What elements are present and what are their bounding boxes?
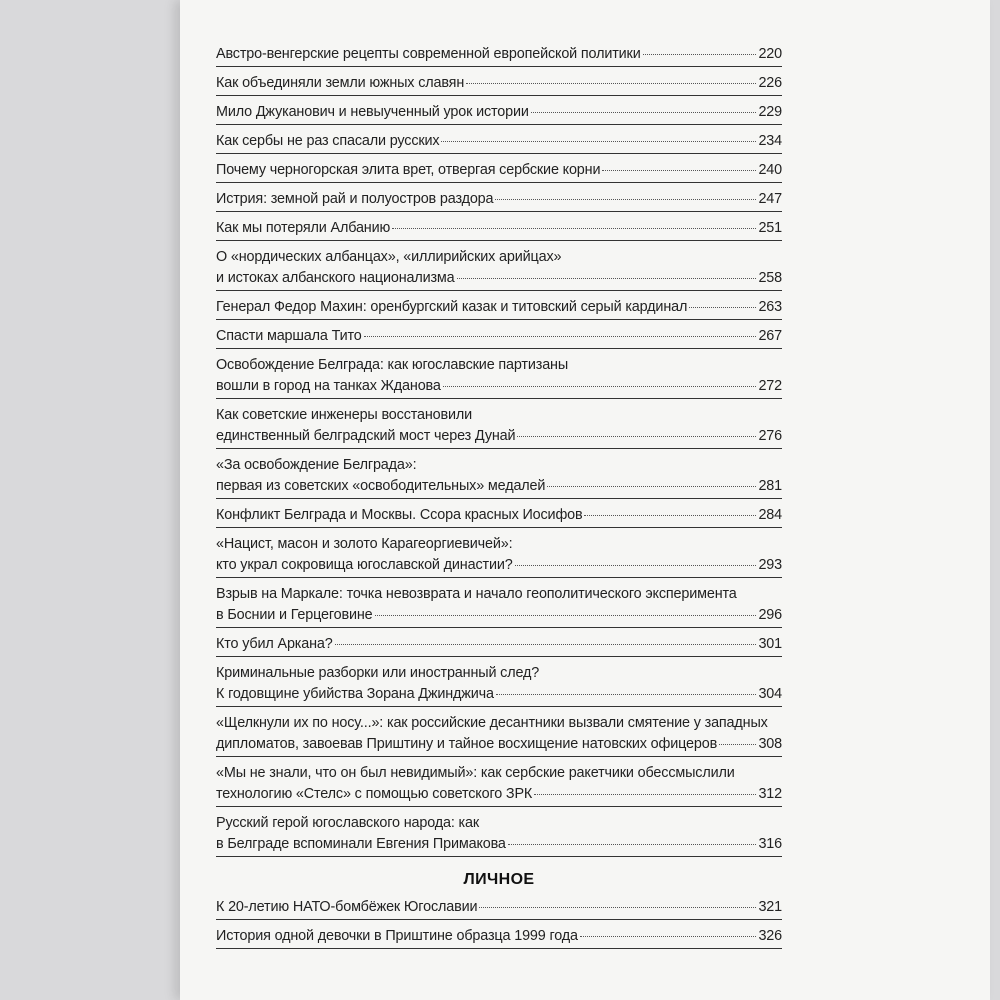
dot-leader: [689, 306, 756, 308]
toc-entry-title: Австро-венгерские рецепты современной европейской политики: [216, 46, 641, 62]
dot-leader: [392, 227, 756, 229]
dot-leader: [457, 277, 757, 279]
toc-entry-line: [216, 534, 782, 555]
toc-entry-title: «Мы не знали, что он был невидимый»: как сербские ракетчики обессмыслили: [216, 765, 735, 781]
toc-entry-line: [216, 555, 782, 576]
toc-entry: [216, 713, 782, 757]
toc-entry-title: Конфликт Белграда и Москвы. Ссора красных Иосифов: [216, 507, 583, 523]
entry-underline: [216, 756, 782, 757]
page-number: 251: [758, 220, 782, 236]
dot-leader: [602, 169, 756, 171]
dot-leader: [479, 906, 756, 908]
toc-entry-line: [216, 834, 782, 855]
toc-entry-line: [216, 102, 782, 123]
page-number: 304: [758, 686, 782, 702]
page-number: 321: [758, 899, 782, 915]
dot-leader: [580, 935, 757, 937]
toc-entry-title: Спасти маршала Тито: [216, 328, 362, 344]
page-number: 308: [758, 736, 782, 752]
toc-entry-title: вошли в город на танках Жданова: [216, 378, 441, 394]
dot-leader: [466, 82, 756, 84]
page-number: 312: [758, 786, 782, 802]
toc-entry-line: [216, 605, 782, 626]
page-number: 229: [758, 104, 782, 120]
toc-entry-line: [216, 505, 782, 526]
toc-entry-title: Мило Джуканович и невыученный урок истории: [216, 104, 529, 120]
dot-leader: [375, 614, 757, 616]
dot-leader: [495, 198, 756, 200]
toc-entry-line: [216, 405, 782, 426]
page-number: 272: [758, 378, 782, 394]
toc-entry-line: [216, 297, 782, 318]
entry-underline: [216, 706, 782, 707]
toc-entry-line: [216, 926, 782, 947]
toc-entry: [216, 534, 782, 578]
toc-entry-line: [216, 131, 782, 152]
dot-leader: [531, 111, 757, 113]
toc-entry-line: [216, 663, 782, 684]
dot-leader: [443, 385, 757, 387]
page-number: 258: [758, 270, 782, 286]
dot-leader: [335, 643, 757, 645]
toc-entry-title: «За освобождение Белграда»:: [216, 457, 417, 473]
toc-entry-title: Криминальные разборки или иностранный след?: [216, 665, 540, 681]
toc-entry-title: Освобождение Белграда: как югославские партизаны: [216, 357, 569, 373]
toc-entry-line: [216, 813, 782, 834]
toc-entry-title: Взрыв на Маркале: точка невозврата и начало геополитического эксперимента: [216, 586, 737, 602]
toc-entry-line: [216, 684, 782, 705]
toc-entry: [216, 189, 782, 212]
toc-entry: [216, 505, 782, 528]
page-number: 263: [758, 299, 782, 315]
entry-underline: [216, 95, 782, 96]
toc-entry-title: Как мы потеряли Албанию: [216, 220, 391, 236]
toc-entry-line: [216, 763, 782, 784]
page-number: 293: [758, 557, 782, 573]
toc-entry-line: [216, 584, 782, 605]
toc-entry: [216, 326, 782, 349]
toc-entry: [216, 813, 782, 857]
toc-entry-line: [216, 784, 782, 805]
toc-list-personal: [216, 897, 782, 949]
toc-entry-title: единственный белградский мост через Дунай: [216, 428, 516, 444]
entry-underline: [216, 398, 782, 399]
toc-entry-title: технологию «Стелс» с помощью советского ЗРК: [216, 786, 533, 802]
dot-leader: [517, 435, 756, 437]
toc-list-main: [216, 44, 782, 857]
entry-underline: [216, 211, 782, 212]
toc-entry-title: О «нордических албанцах», «иллирийских арийцах»: [216, 249, 562, 265]
entry-underline: [216, 806, 782, 807]
page-number: 226: [758, 75, 782, 91]
toc-entry-line: [216, 189, 782, 210]
toc-entry-title: Русский герой югославского народа: как: [216, 815, 480, 831]
toc-entry-line: [216, 44, 782, 65]
entry-underline: [216, 919, 782, 920]
entry-underline: [216, 290, 782, 291]
toc-entry-line: [216, 734, 782, 755]
toc-entry: [216, 160, 782, 183]
entry-underline: [216, 348, 782, 349]
toc-entry-line: [216, 160, 782, 181]
table-of-contents: [216, 44, 782, 955]
entry-underline: [216, 948, 782, 949]
page-number: 281: [758, 478, 782, 494]
entry-underline: [216, 527, 782, 528]
toc-entry-line: [216, 376, 782, 397]
toc-entry: [216, 584, 782, 628]
entry-underline: [216, 627, 782, 628]
dot-leader: [719, 743, 756, 745]
entry-underline: [216, 153, 782, 154]
toc-entry: [216, 455, 782, 499]
page-number: 220: [758, 46, 782, 62]
toc-entry-line: [216, 634, 782, 655]
dot-leader: [496, 693, 757, 695]
page-number: 326: [758, 928, 782, 944]
page-number: 267: [758, 328, 782, 344]
toc-entry: [216, 763, 782, 807]
toc-entry: [216, 131, 782, 154]
page-number: 240: [758, 162, 782, 178]
toc-entry-line: [216, 713, 782, 734]
toc-entry-title: «Нацист, масон и золото Карагеоргиевичей»:: [216, 536, 513, 552]
toc-entry: [216, 405, 782, 449]
toc-entry: [216, 73, 782, 96]
entry-underline: [216, 124, 782, 125]
toc-entry: [216, 102, 782, 125]
toc-entry-title: в Белграде вспоминали Евгения Примакова: [216, 836, 506, 852]
entry-underline: [216, 448, 782, 449]
entry-underline: [216, 577, 782, 578]
toc-entry-title: дипломатов, завоевав Приштину и тайное восхищение натовских офицеров: [216, 736, 718, 752]
toc-entry-title: в Боснии и Герцеговине: [216, 607, 373, 623]
toc-entry-title: первая из советских «освободительных» медалей: [216, 478, 546, 494]
toc-entry-line: [216, 73, 782, 94]
toc-entry: [216, 218, 782, 241]
dot-leader: [515, 564, 757, 566]
toc-entry-title: Кто убил Аркана?: [216, 636, 333, 652]
toc-entry: [216, 297, 782, 320]
dot-leader: [547, 485, 756, 487]
dot-leader: [643, 53, 757, 55]
toc-entry-title: Как сербы не раз спасали русских: [216, 133, 440, 149]
toc-entry-title: «Щелкнули их по носу...»: как российские десантники вызвали смятение у западных: [216, 715, 768, 731]
toc-entry: [216, 897, 782, 920]
toc-entry-title: К 20-летию НАТО-бомбёжек Югославии: [216, 899, 478, 915]
dot-leader: [364, 335, 757, 337]
dot-leader: [584, 514, 756, 516]
toc-entry-line: [216, 455, 782, 476]
toc-entry-line: [216, 897, 782, 918]
entry-underline: [216, 856, 782, 857]
toc-entry: [216, 247, 782, 291]
page-number: 247: [758, 191, 782, 207]
entry-underline: [216, 182, 782, 183]
toc-entry-line: [216, 476, 782, 497]
toc-entry-title: Генерал Федор Махин: оренбургский казак и титовский серый кардинал: [216, 299, 688, 315]
toc-entry-line: [216, 247, 782, 268]
toc-entry-title: и истоках албанского национализма: [216, 270, 455, 286]
toc-entry: [216, 634, 782, 657]
dot-leader: [534, 793, 756, 795]
page-number: 284: [758, 507, 782, 523]
entry-underline: [216, 656, 782, 657]
entry-underline: [216, 240, 782, 241]
page-number: 301: [758, 636, 782, 652]
toc-entry-title: Почему черногорская элита врет, отвергая сербские корни: [216, 162, 601, 178]
toc-entry-title: История одной девочки в Приштине образца 1999 года: [216, 928, 578, 944]
toc-entry-title: Как советские инженеры восстановили: [216, 407, 473, 423]
entry-underline: [216, 319, 782, 320]
page-number: 234: [758, 133, 782, 149]
dot-leader: [508, 843, 757, 845]
toc-entry-line: [216, 268, 782, 289]
toc-entry: [216, 926, 782, 949]
toc-entry-line: [216, 426, 782, 447]
entry-underline: [216, 498, 782, 499]
toc-entry-title: Как объединяли земли южных славян: [216, 75, 465, 91]
toc-entry-title: кто украл сокровища югославской династии?: [216, 557, 513, 573]
toc-entry-line: [216, 326, 782, 347]
toc-entry: [216, 44, 782, 67]
dot-leader: [441, 140, 756, 142]
page-number: 296: [758, 607, 782, 623]
page-number: 316: [758, 836, 782, 852]
page-number: 276: [758, 428, 782, 444]
toc-entry-line: [216, 355, 782, 376]
toc-entry-title: Истрия: земной рай и полуостров раздора: [216, 191, 494, 207]
entry-underline: [216, 66, 782, 67]
toc-entry-title: К годовщине убийства Зорана Джинджича: [216, 686, 494, 702]
toc-entry: [216, 663, 782, 707]
section-heading: ЛИЧНОЕ: [463, 871, 535, 888]
toc-entry-line: [216, 218, 782, 239]
toc-entry: [216, 355, 782, 399]
